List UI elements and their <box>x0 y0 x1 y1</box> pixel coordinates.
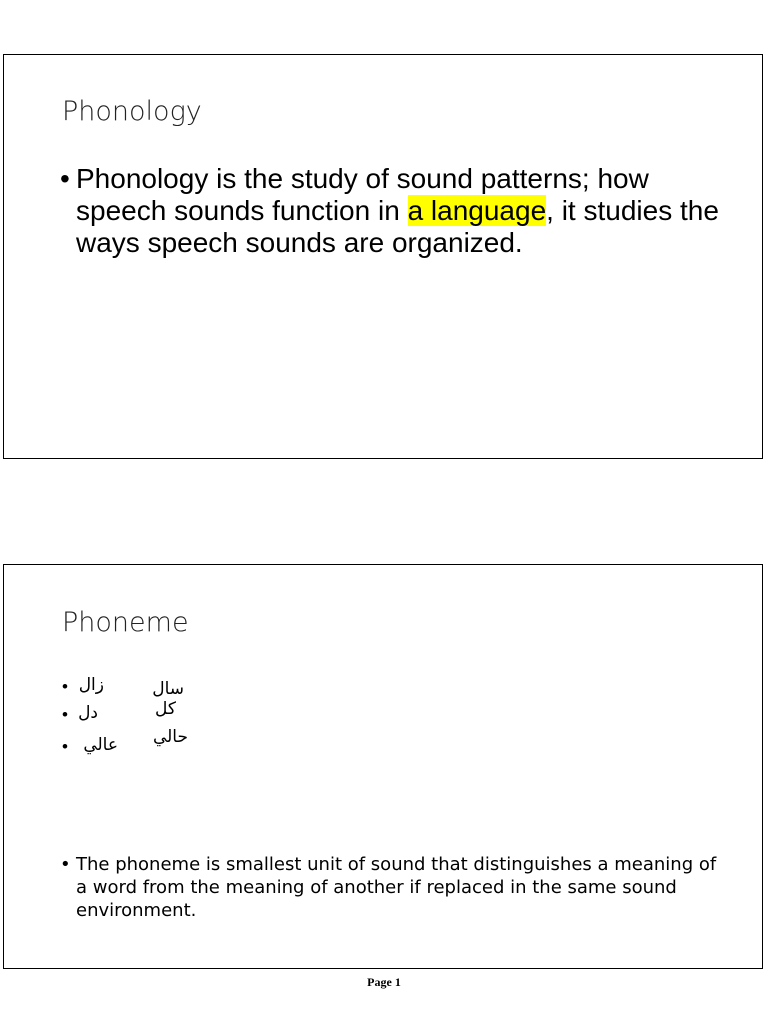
arabic-word-right: حالي <box>152 727 188 747</box>
page-number: Page 1 <box>367 975 401 989</box>
bullet-marker: • <box>62 677 68 696</box>
arabic-word-right: سال <box>152 679 184 699</box>
slide-title: Phonology <box>62 96 202 127</box>
arabic-word-left: عالي <box>83 735 118 755</box>
bullet-text: The phoneme is smallest unit of sound that distinguishes a meaning of a word from the meaning of another if replaced in the same sound environment. <box>76 854 717 921</box>
highlighted-text: a language <box>407 195 547 226</box>
bullet-marker: • <box>62 705 68 724</box>
slide-title: Phoneme <box>62 607 189 638</box>
arabic-word-left: زال <box>78 675 104 695</box>
bullet-phonology-definition <box>60 163 720 259</box>
bullet-marker: • <box>60 163 70 194</box>
bullet-text <box>76 163 720 259</box>
slide-phoneme <box>3 564 763 969</box>
slide-phonology <box>3 54 763 459</box>
bullet-phoneme-definition <box>60 853 720 922</box>
arabic-word-left: دل <box>78 703 98 723</box>
bullet-text-part: , it studies the ways speech sounds are organized. <box>76 195 719 258</box>
bullet-marker: • <box>60 854 71 875</box>
bullet-text-part: Phonology is the study of sound patterns; how speech sounds function in <box>76 163 649 226</box>
arabic-word-right: كل <box>155 699 176 719</box>
bullet-marker: • <box>62 737 68 756</box>
